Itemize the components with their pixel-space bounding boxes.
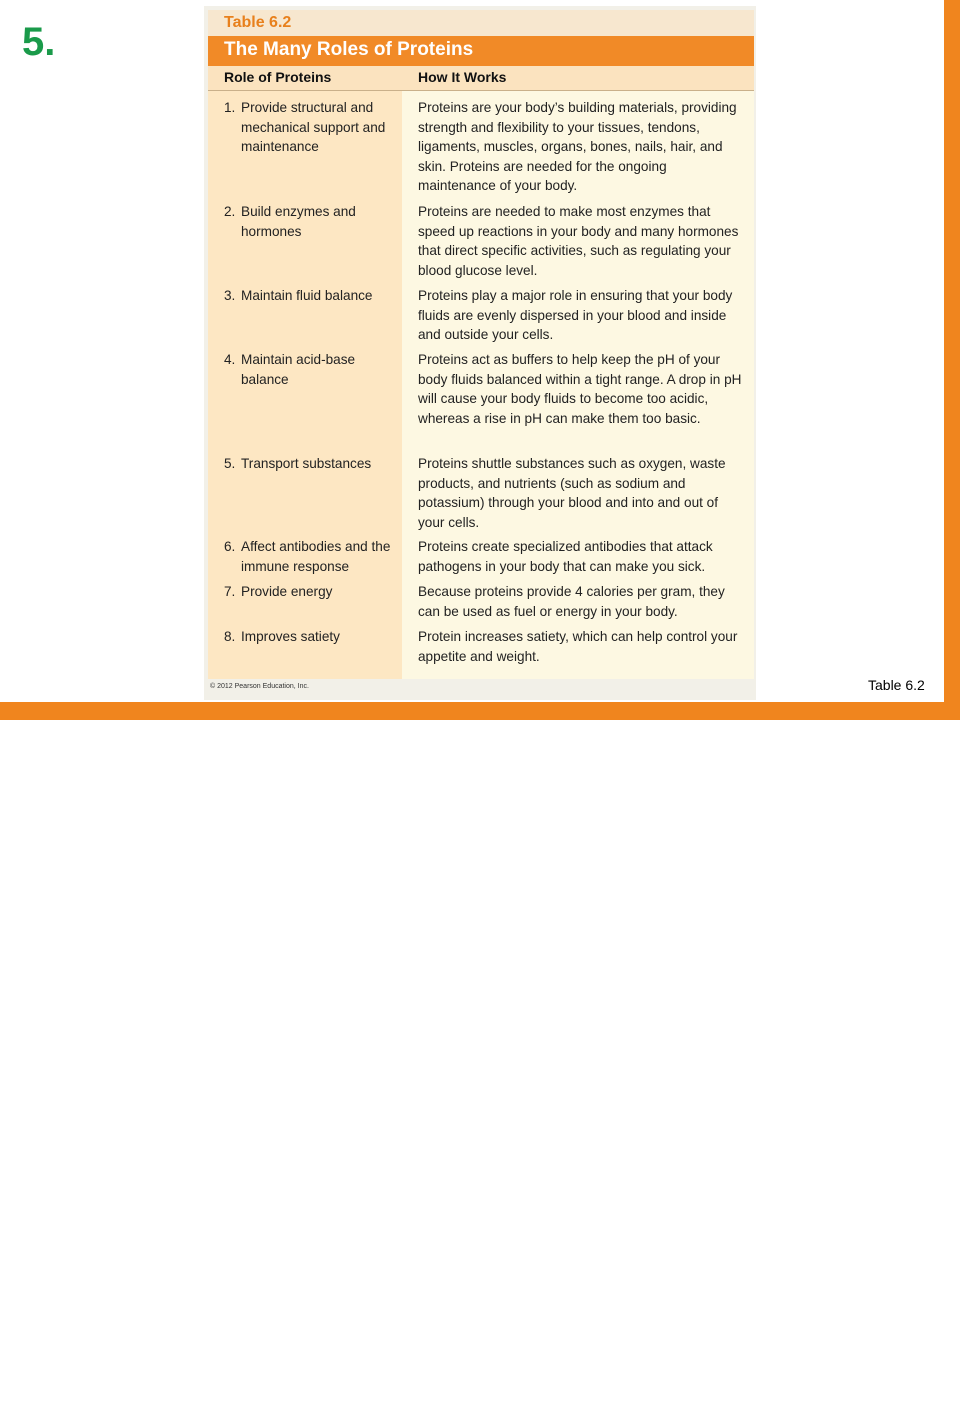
table-row-role: [224, 627, 400, 647]
table-label: Table 6.2: [224, 14, 292, 31]
table-row-description: Proteins create specialized antibodies that attack pathogens in your body that can make you sick.: [418, 539, 713, 574]
row-number: 6.: [224, 539, 236, 554]
row-role-text: Affect antibodies and the immune response: [241, 539, 391, 574]
row-number: 2.: [224, 204, 236, 219]
table-row-role: [224, 350, 400, 389]
table-row-description: Proteins act as buffers to help keep the pH of your body fluids balanced within a tight range. A drop in pH will cause your body fluids to become too acidic, whereas a rise in pH can make them too basic.: [418, 352, 742, 426]
row-role-text: Improves satiety: [241, 629, 340, 644]
table-label-band: [208, 10, 754, 36]
table-title: The Many Roles of Proteins: [224, 39, 474, 60]
table-row-description: Because proteins provide 4 calories per gram, they can be used as fuel or energy in your body.: [418, 584, 725, 619]
table-row-role: [224, 454, 400, 474]
row-number: 7.: [224, 584, 236, 599]
row-role-text: Transport substances: [241, 456, 372, 471]
row-role-text: Provide structural and mechanical support and maintenance: [241, 100, 386, 155]
table-title-band: [208, 36, 754, 66]
row-number: 1.: [224, 100, 236, 115]
table-caption: Table 6.2: [868, 677, 925, 693]
footer-bar: [0, 702, 944, 1417]
table-row-role: [224, 202, 400, 241]
row-number: 3.: [224, 288, 236, 303]
protein-roles-table: [204, 6, 756, 700]
table-row-description: Protein increases satiety, which can help control your appetite and weight.: [418, 629, 738, 664]
table-row-description: Proteins play a major role in ensuring that your body fluids are evenly dispersed in your blood and inside and outside your cells.: [418, 288, 733, 343]
row-number: 5.: [224, 456, 236, 471]
column-header-role: Role of Proteins: [224, 69, 332, 85]
row-number: 8.: [224, 629, 236, 644]
row-number: 4.: [224, 352, 236, 367]
table-row-description: Proteins are needed to make most enzymes that speed up reactions in your body and many hormones that direct specific activities, such as regulating your blood glucose level.: [418, 204, 739, 278]
table-row-role: [224, 98, 400, 157]
table-row-role: [224, 537, 400, 576]
row-role-text: Maintain acid-base balance: [241, 352, 356, 387]
table-row-description: Proteins shuttle substances such as oxygen, waste products, and nutrients (such as sodium and potassium) through your blood and into and out of your cells.: [418, 456, 726, 530]
table-header-row: [208, 66, 754, 91]
right-accent-bar: [944, 0, 960, 720]
column-header-how: How It Works: [418, 69, 507, 85]
footer-copyright: © 2012 Pearson Education, Inc.: [764, 1405, 920, 1417]
row-role-text: Build enzymes and hormones: [241, 204, 356, 239]
row-role-text: Provide energy: [241, 584, 333, 599]
slide-number: 5.: [22, 20, 56, 64]
footer-book-title: Nutrition and You, 2e: [18, 1405, 121, 1417]
table-row-description: Proteins are your body’s building materials, providing strength and flexibility to your tissues, tendons, ligaments, muscles, organs, bones, nails, hair, and skin. Proteins are needed for the ongoing maintenance of your body.: [418, 100, 737, 194]
table-copyright: © 2012 Pearson Education, Inc.: [210, 683, 309, 690]
row-role-text: Maintain fluid balance: [241, 288, 373, 303]
table-row-role: [224, 582, 400, 602]
table-row-role: [224, 286, 400, 306]
